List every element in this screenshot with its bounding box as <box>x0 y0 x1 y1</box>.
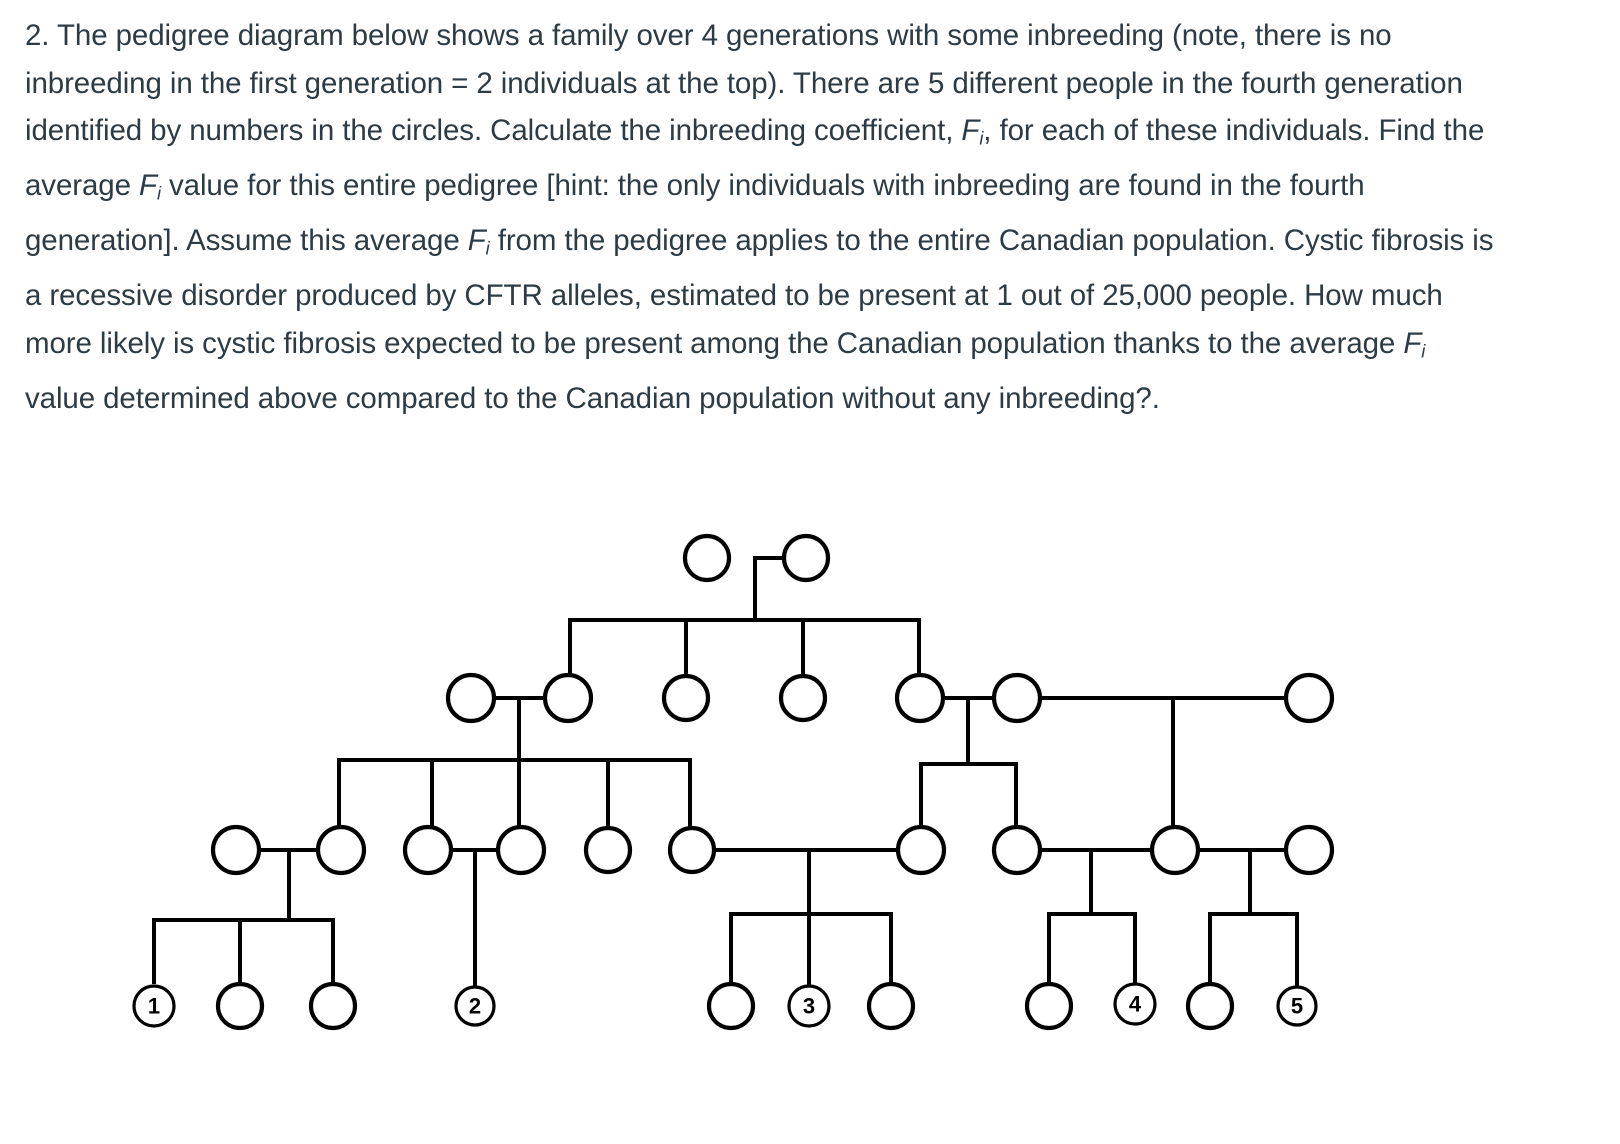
individual-circle <box>213 827 259 873</box>
fi-symbol: $F_i$ <box>467 224 490 259</box>
individual-circle <box>685 536 729 580</box>
individual-circle <box>781 676 825 720</box>
individual-circle <box>405 827 451 873</box>
individual-circle <box>664 676 708 720</box>
individual-circle <box>897 675 943 721</box>
individual-circle <box>498 827 544 873</box>
individual-3-label: 3 <box>802 993 816 1019</box>
individual-1-label: 1 <box>147 993 161 1019</box>
question-line-7: more likely is cystic fibrosis expected to be present among the Canadian population thanks to the average $F_i$ <box>25 326 1426 362</box>
individual-circle <box>898 827 944 873</box>
question-line-2: inbreeding in the first generation = 2 individuals at the top). There are 5 different people in the fourth generation <box>25 66 1463 100</box>
individual-circle <box>1286 675 1332 721</box>
question-line-3: identified by numbers in the circles. Calculate the inbreeding coefficient, $F_i$, for each of these individuals. Find the <box>25 114 1485 149</box>
fi-symbol: $F_i$ <box>139 169 161 204</box>
individual-2-label: 2 <box>468 993 482 1019</box>
individual-circle <box>784 536 828 580</box>
question-line-5: generation]. Assume this average $F_i$ from the pedigree applies to the entire Canadian population. Cystic fibrosis is <box>25 224 1494 259</box>
individual-circle <box>218 984 262 1028</box>
question-line-1: 2. The pedigree diagram below shows a family over 4 generations with some inbreeding (note, there is no <box>25 19 1392 52</box>
individual-circle <box>994 675 1040 721</box>
fi-symbol: $F_i$ <box>1403 326 1426 362</box>
individual-circle <box>1188 984 1232 1028</box>
individual-circle <box>709 984 753 1028</box>
individual-circle <box>670 828 714 872</box>
individual-circle <box>448 675 494 721</box>
individual-circle <box>1027 984 1071 1028</box>
question-line-6: a recessive disorder produced by CFTR alleles, estimated to be present at 1 out of 25,000 people. How much <box>25 279 1443 313</box>
individual-circle <box>545 675 591 721</box>
individual-circle <box>1286 827 1332 873</box>
individual-4-label: 4 <box>1128 991 1142 1017</box>
individual-circle <box>994 827 1040 873</box>
individual-circle <box>318 827 364 873</box>
individual-circle <box>586 828 630 872</box>
pedigree-lines <box>154 558 1297 988</box>
question-line-4: average $F_i$ value for this entire pedigree [hint: the only individuals with inbreeding are found in the fourth <box>25 169 1365 204</box>
individual-circle <box>311 984 355 1028</box>
individual-circle <box>1152 827 1198 873</box>
fi-symbol: $F_i$ <box>961 114 984 149</box>
individual-circle <box>869 984 913 1028</box>
individual-5-label: 5 <box>1290 993 1304 1019</box>
question-line-8: value determined above compared to the Canadian population without any inbreeding?. <box>25 381 1160 415</box>
